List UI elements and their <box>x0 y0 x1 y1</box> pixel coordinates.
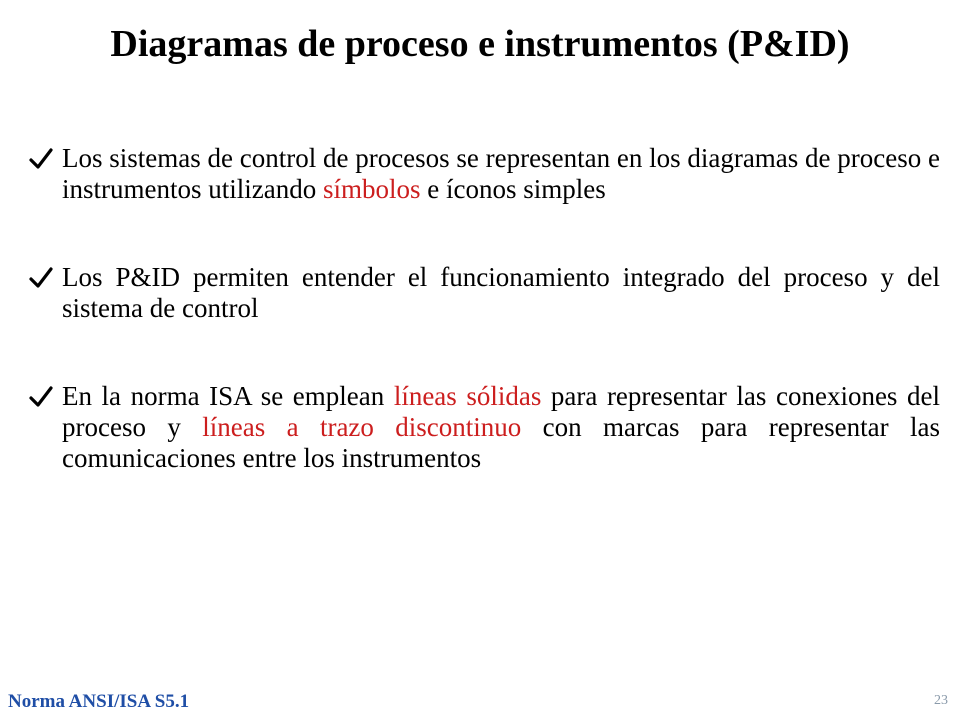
bullet-text: Los sistemas de control de procesos se representan en los diagramas de proceso e instrumentos utilizando <box>62 143 940 204</box>
highlight-text: líneas sólidas <box>393 381 542 411</box>
checkmark-icon <box>28 146 54 172</box>
page-number: 23 <box>934 693 948 708</box>
footer-label: Norma ANSI/ISA S5.1 <box>8 691 190 712</box>
bullet-text: Los P&ID permiten entender el funcionamiento integrado del proceso y del sistema de control <box>62 262 940 323</box>
bullet-list <box>28 143 940 531</box>
bullet-text: para representar las conexiones del proceso y <box>62 381 940 442</box>
bullet-text: En la norma ISA se emplean <box>62 381 394 411</box>
highlight-text: líneas a trazo discontinuo <box>202 412 522 442</box>
slide-title: Diagramas de proceso e instrumentos (P&ID) <box>110 23 850 65</box>
bullet-text: con marcas para representar las comunicaciones entre los instrumentos <box>62 412 941 473</box>
bullet-item <box>28 381 940 474</box>
checkmark-icon <box>28 384 54 410</box>
checkmark-icon <box>28 265 54 291</box>
highlight-text: símbolos <box>322 174 421 204</box>
bullet-item <box>28 262 940 324</box>
bullet-item <box>28 143 940 205</box>
bullet-text: e íconos simples <box>420 174 606 204</box>
